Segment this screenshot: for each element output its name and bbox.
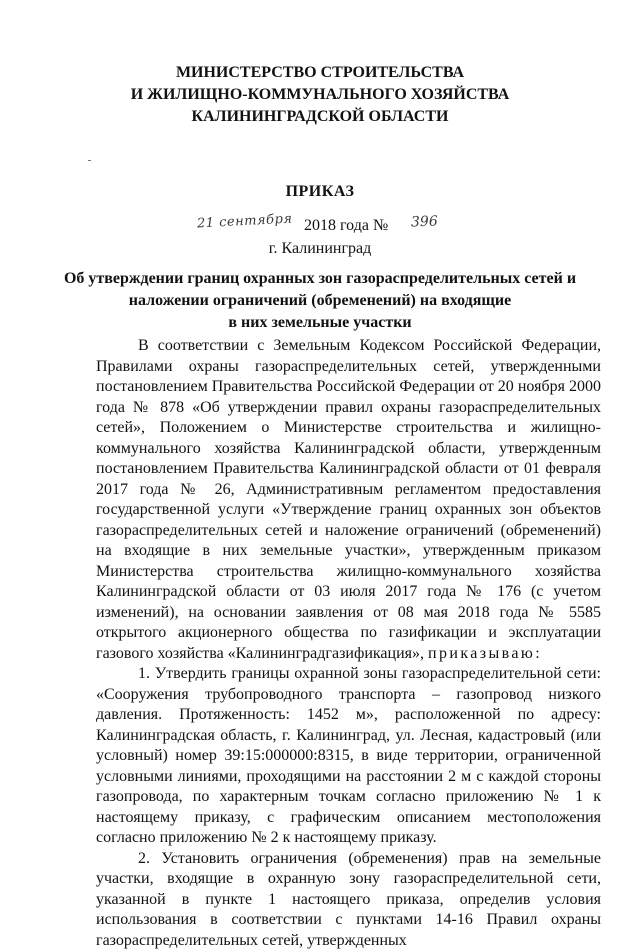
subject-line-1: Об утверждении границ охранных зон газораспределительных сетей и: [0, 268, 640, 290]
preamble-text: В соответствии с Земельным Кодексом Российской Федерации, Правилами охраны газораспределительных сетей, утвержденными постановлением Правительства Российской Федерации от 20 ноября 2000 года № 878 «Об утверждении правил охраны газораспределительных сетей», Положением о Министерстве строительства и жилищно-коммунального хозяйства Калининградской области, утвержденным постановлением Правительства Калининградской области от 01 февраля 2017 года № 26, Административным регламентом предоставления государственной услуги «Утверждение границ охранных зон объектов газораспределительных сетей и наложение ограничений (обременений) на входящие в них земельные участки», утвержденным приказом Министерства строительства жилищно-коммунального хозяйства Калининградской области от 03 июля 2017 года № 176 (с учетом изменений), на основании заявления от 08 мая 2018 года № 5585 открытого акционерного общества по газификации и эксплуатации газового хозяйства «Калининградгазификация»,: [96, 337, 601, 662]
item-2-paragraph: 2. Установить ограничения (обременения) прав на земельные участки, входящие в охранную зону газораспределительной сети, указанной в пункте 1 настоящего приказа, определив условия использования в соответствии с пунктами 14-16 Правил охраны газораспределительных сетей, утвержденных: [96, 849, 601, 951]
order-title: ПРИКАЗ: [0, 181, 640, 203]
handwritten-date: 21 сентября: [196, 209, 293, 236]
ministry-line-3: КАЛИНИНГРАДСКОЙ ОБЛАСТИ: [0, 106, 640, 128]
order-city: г. Калининград: [0, 238, 640, 260]
ministry-header: [0, 62, 640, 128]
order-year-number-label: 2018 года №: [304, 215, 388, 237]
ministry-line-2: И ЖИЛИЩНО-КОММУНАЛЬНОГО ХОЗЯЙСТВА: [0, 84, 640, 106]
order-date-line: [0, 211, 640, 235]
subject-line-2: наложении ограничений (обременений) на входящие: [0, 290, 640, 312]
order-subject: [0, 268, 640, 334]
subject-line-3: в них земельные участки: [0, 312, 640, 334]
directive-text: приказываю:: [428, 645, 542, 662]
handwritten-order-number: 396: [411, 211, 438, 234]
ministry-line-1: МИНИСТЕРСТВО СТРОИТЕЛЬСТВА: [0, 62, 640, 84]
item-1-paragraph: 1. Утвердить границы охранной зоны газораспределительной сети: «Сооружения трубопроводного транспорта – газопровод низкого давления. Протяженность: 1452 м», расположенной по адресу: Калининградская область, г. Калининград, ул. Лесная, кадастровый (или условный) номер 39:15:000000:8315, в виде территории, ограниченной условными линиями, проходящими на расстоянии 2 м с каждой стороны газопровода, по характерным точкам согласно приложению № 1 к настоящему приказу, с графическим описанием местоположения согласно приложению № 2 к настоящему приказу.: [96, 664, 601, 849]
preamble-paragraph: [96, 336, 601, 664]
order-body: [96, 336, 601, 951]
scan-speck: [88, 160, 91, 161]
